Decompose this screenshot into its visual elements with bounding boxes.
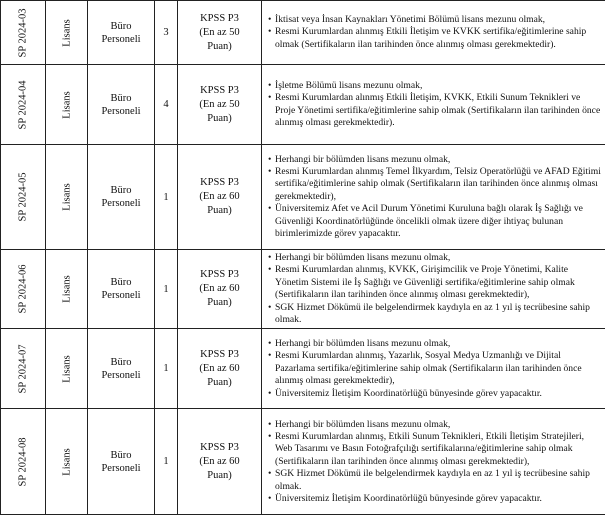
position-title-line1: Büro xyxy=(88,184,154,197)
table-row xyxy=(1,250,605,329)
position-title-line1: Büro xyxy=(88,276,154,289)
requirements-list xyxy=(268,154,601,241)
requirements-list xyxy=(268,14,601,51)
position-code-cell xyxy=(1,65,46,145)
table-row xyxy=(1,329,605,409)
education-cell xyxy=(46,250,88,329)
position-title-line2: Personeli xyxy=(88,369,154,382)
requirement-item: • Resmi Kurumlardan alınmış, Yazarlık, Sosyal Medya Uzmanlığı ve Dijital Pazarlama sertifika/eğitimlerine sahip olmak (Sertifikaların ilan tarihinden önce alınmış olması gerekmektedir), xyxy=(268,350,601,387)
education-cell xyxy=(46,329,88,409)
position-count: 1 xyxy=(155,250,178,329)
kpss-cell xyxy=(178,250,262,329)
position-title-line1: Büro xyxy=(88,356,154,369)
position-count: 3 xyxy=(155,1,178,65)
requirement-item: • Herhangi bir bölümden lisans mezunu olmak, xyxy=(268,154,601,166)
position-count: 1 xyxy=(155,409,178,515)
kpss-min-line2: Puan) xyxy=(178,40,261,54)
education-cell xyxy=(46,1,88,65)
education-level: Lisans xyxy=(60,183,73,210)
position-title-line2: Personeli xyxy=(88,197,154,210)
requirement-item: • İşletme Bölümü lisans mezunu olmak, xyxy=(268,80,601,92)
education-level: Lisans xyxy=(60,276,73,303)
requirements-cell xyxy=(262,409,605,515)
education-cell xyxy=(46,145,88,250)
requirement-item: • Üniversitemiz Afet ve Acil Durum Yönetimi Kuruluna bağlı olarak İş Sağlığı ve Güvenliği Koordinatörlüğünde öncelikli olmak üzere diğer ihtiyaç bulunan birimlerimizde görev yapacaktır. xyxy=(268,203,601,240)
position-code: SP 2024-06 xyxy=(17,265,30,314)
requirement-item: • Resmi Kurumlardan alınmış, KVKK, Girişimcilik ve Proje Yönetimi, Kalite Yönetim Sistemi ile İş Sağlığı ve Güvenliği sertifika/eğitimlerine sahip olmak (Sertifikaların ilan tarihinden önce alınmış olması gerekmektedir), xyxy=(268,264,601,301)
position-count: 1 xyxy=(155,329,178,409)
table-row xyxy=(1,409,605,515)
education-level: Lisans xyxy=(60,448,73,475)
kpss-cell xyxy=(178,145,262,250)
position-code: SP 2024-07 xyxy=(17,344,30,393)
requirements-cell xyxy=(262,250,605,329)
requirements-cell xyxy=(262,329,605,409)
position-title-cell xyxy=(88,1,155,65)
position-title-line2: Personeli xyxy=(88,33,154,46)
requirements-cell xyxy=(262,65,605,145)
table-row xyxy=(1,65,605,145)
kpss-type: KPSS P3 xyxy=(178,12,261,26)
kpss-min-line2: Puan) xyxy=(178,296,261,310)
table-row xyxy=(1,1,605,65)
kpss-cell xyxy=(178,409,262,515)
requirement-item: • İktisat veya İnsan Kaynakları Yönetimi Bölümü lisans mezunu olmak, xyxy=(268,14,601,26)
position-title-line1: Büro xyxy=(88,92,154,105)
position-count: 1 xyxy=(155,145,178,250)
kpss-min-line1: (En az 50 xyxy=(178,98,261,112)
requirements-list xyxy=(268,80,601,130)
requirement-item: • Üniversitemiz İletişim Koordinatörlüğü bünyesinde görev yapacaktır. xyxy=(268,388,601,400)
position-title-cell xyxy=(88,65,155,145)
education-level: Lisans xyxy=(60,91,73,118)
position-code-cell xyxy=(1,329,46,409)
education-level: Lisans xyxy=(60,19,73,46)
requirement-item: • Resmi Kurumlardan alınmış, Etkili Sunum Teknikleri, Etkili İletişim Stratejileri, Web Tasarımı ve Basın Fotoğrafçılığı sertifikalarına/eğitimlerine sahip olmak (Sertifikaların ilan tarihinden önce alınmış olması gerekmektedir), xyxy=(268,431,601,468)
position-title-cell xyxy=(88,145,155,250)
position-code: SP 2024-04 xyxy=(17,80,30,129)
kpss-min-line1: (En az 50 xyxy=(178,26,261,40)
position-title-cell xyxy=(88,409,155,515)
requirements-cell xyxy=(262,145,605,250)
requirement-item: • SGK Hizmet Dökümü ile belgelendirmek kaydıyla en az 1 yıl iş tecrübesine sahip olmak. xyxy=(268,468,601,493)
requirement-item: • SGK Hizmet Dökümü ile belgelendirmek kaydıyla en az 1 yıl iş tecrübesine sahip olmak. xyxy=(268,302,601,327)
kpss-min-line2: Puan) xyxy=(178,204,261,218)
kpss-type: KPSS P3 xyxy=(178,348,261,362)
kpss-type: KPSS P3 xyxy=(178,441,261,455)
position-code: SP 2024-08 xyxy=(17,437,30,486)
kpss-min-line1: (En az 60 xyxy=(178,282,261,296)
position-title-line1: Büro xyxy=(88,449,154,462)
requirements-cell xyxy=(262,1,605,65)
requirement-item: • Üniversitemiz İletişim Koordinatörlüğü bünyesinde görev yapacaktır. xyxy=(268,493,601,505)
kpss-min-line1: (En az 60 xyxy=(178,362,261,376)
position-title-line2: Personeli xyxy=(88,289,154,302)
requirement-item: • Herhangi bir bölümden lisans mezunu olmak, xyxy=(268,252,601,264)
education-cell xyxy=(46,409,88,515)
position-code-cell xyxy=(1,145,46,250)
kpss-min-line2: Puan) xyxy=(178,469,261,483)
kpss-min-line2: Puan) xyxy=(178,376,261,390)
requirements-list xyxy=(268,338,601,400)
position-code-cell xyxy=(1,409,46,515)
education-level: Lisans xyxy=(60,355,73,382)
position-code: SP 2024-05 xyxy=(17,173,30,222)
table-row xyxy=(1,145,605,250)
requirement-item: • Resmi Kurumlardan alınmış Temel İlkyardım, Telsiz Operatörlüğü ve AFAD Eğitimi sertifika/eğitimlerine sahip olmak (Sertifikaların ilan tarihinden önce alınmış olması gerekmektedir), xyxy=(268,166,601,203)
kpss-cell xyxy=(178,1,262,65)
position-title-cell xyxy=(88,329,155,409)
position-title-line1: Büro xyxy=(88,20,154,33)
kpss-min-line1: (En az 60 xyxy=(178,190,261,204)
education-cell xyxy=(46,65,88,145)
requirements-list xyxy=(268,419,601,506)
kpss-type: KPSS P3 xyxy=(178,268,261,282)
kpss-cell xyxy=(178,329,262,409)
requirement-item: • Herhangi bir bölümden lisans mezunu olmak, xyxy=(268,419,601,431)
position-count: 4 xyxy=(155,65,178,145)
kpss-min-line1: (En az 60 xyxy=(178,455,261,469)
position-title-cell xyxy=(88,250,155,329)
requirement-item: • Herhangi bir bölümden lisans mezunu olmak, xyxy=(268,338,601,350)
requirements-list xyxy=(268,252,601,326)
kpss-type: KPSS P3 xyxy=(178,176,261,190)
kpss-type: KPSS P3 xyxy=(178,84,261,98)
position-code-cell xyxy=(1,1,46,65)
kpss-cell xyxy=(178,65,262,145)
requirement-item: • Resmi Kurumlardan alınmış Etkili İletişim, KVKK, Etkili Sunum Teknikleri ve Proje Yönetimi sertifika/eğitimlerine sahip olmak (Sertifikaların ilan tarihinden önce alınmış olması gerekmektedir). xyxy=(268,92,601,129)
position-title-line2: Personeli xyxy=(88,105,154,118)
position-code: SP 2024-03 xyxy=(17,8,30,57)
position-title-line2: Personeli xyxy=(88,462,154,475)
requirement-item: • Resmi Kurumlardan alınmış Etkili İletişim ve KVKK sertifika/eğitimlerine sahip olmak (Sertifikaların ilan tarihinden önce alınmış olması gerekmektedir). xyxy=(268,26,601,51)
kpss-min-line2: Puan) xyxy=(178,112,261,126)
position-code-cell xyxy=(1,250,46,329)
